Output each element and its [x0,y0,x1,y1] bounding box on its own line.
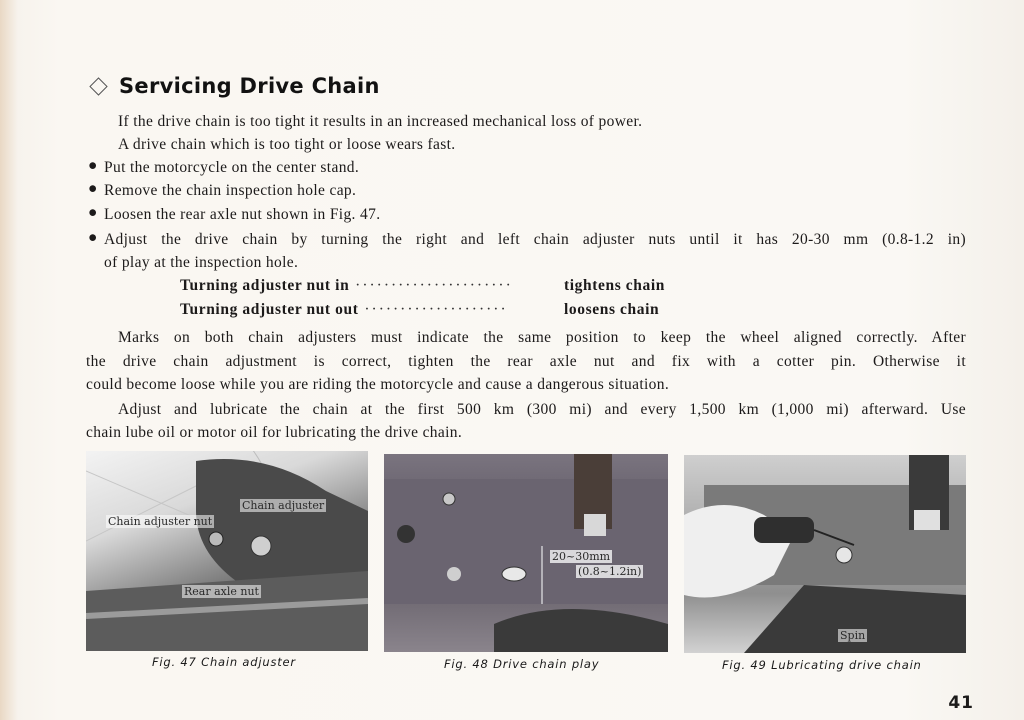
step-1: Put the motorcycle on the center stand. [104,159,360,176]
leader-dots: ······················ [349,277,513,294]
intro-line-1: If the drive chain is too tight it results in an increased mechanical loss of power. [118,113,643,130]
figure-caption: Fig. 47 Chain adjuster [152,655,296,669]
adjust-result: tightens chain [564,277,665,294]
step-3: Loosen the rear axle nut shown in Fig. 47. [104,206,381,223]
chain-adjuster-illustration [86,451,368,651]
figure-label: Rear axle nut [184,585,259,598]
bullet-dot-icon: ● [88,204,98,221]
section-title: Servicing Drive Chain [119,74,380,98]
bullet-dot-icon: ● [88,229,98,246]
figure-label: Chain adjuster [242,499,325,512]
step-4-continued: of play at the inspection hole. [104,254,299,271]
bullet-dot-icon: ● [88,157,98,174]
adjust-action: Turning adjuster nut in [180,277,350,294]
intro-line-2: A drive chain which is too tight or loose wears fast. [118,136,456,153]
figure-label: 20~30mm [552,550,611,563]
adjust-action: Turning adjuster nut out [180,301,359,318]
chain-play-illustration [384,454,668,652]
figure-caption: Fig. 49 Lubricating drive chain [722,658,922,672]
figure-49-photo [684,455,966,653]
marks-line-2: the drive chain adjustment is correct, tighten the rear axle nut and fix with a cotter pin. Otherwise it [86,353,966,370]
step-2: Remove the chain inspection hole cap. [104,182,357,199]
adjust-row-out [180,301,508,319]
figure-label: Chain adjuster nut [108,515,213,528]
marks-line-1: Marks on both chain adjusters must indicate the same position to keep the wheel aligned correctly. After [118,329,966,346]
figure-label: Spin [840,629,866,642]
step-4: Adjust the drive chain by turning the right and left chain adjuster nuts until it has 20-30 mm (0.8-1.2 in) [104,231,966,248]
lube-line-1: Adjust and lubricate the chain at the first 500 km (300 mi) and every 1,500 km (1,000 mi) afterward. Use [118,401,966,418]
bullet-dot-icon: ● [88,180,98,197]
adjust-result: loosens chain [564,301,660,318]
page-number: 41 [948,693,974,713]
adjust-row-in [180,277,513,295]
marks-line-3: could become loose while you are riding the motorcycle and cause a dangerous situation. [86,376,670,393]
section-heading [88,74,380,98]
diamond-bullet-icon [89,77,107,95]
lubricating-illustration [684,455,966,653]
figure-caption: Fig. 48 Drive chain play [444,657,600,671]
figure-47-photo [86,451,368,651]
leader-dots: ···················· [358,301,508,318]
figure-48-photo [384,454,668,652]
lube-line-2: chain lube oil or motor oil for lubricating the drive chain. [86,424,463,441]
figure-label: (0.8~1.2in) [578,565,642,578]
